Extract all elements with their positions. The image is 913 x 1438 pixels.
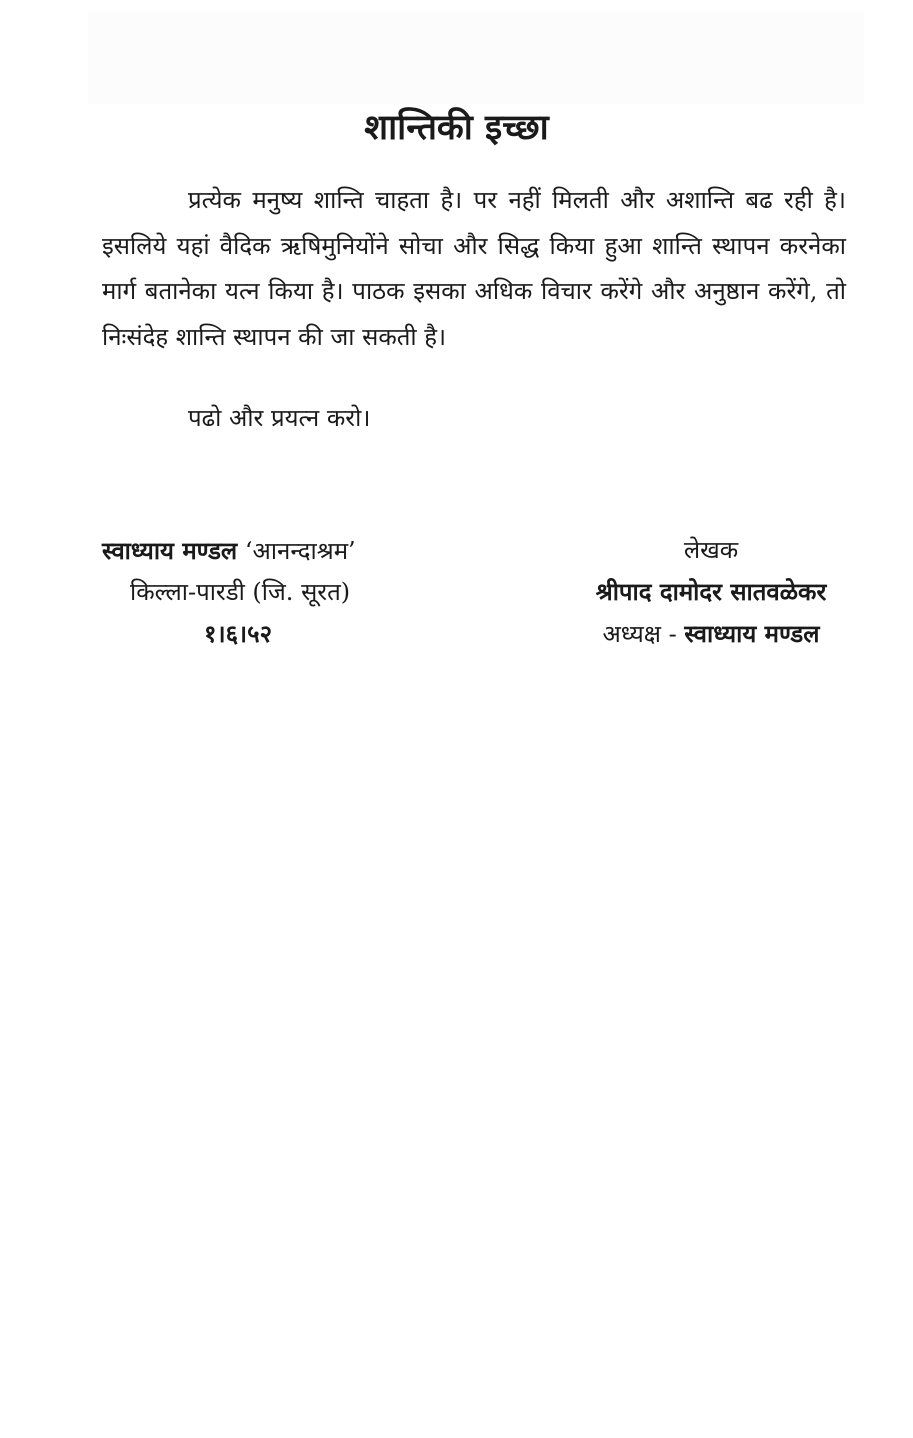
body-paragraph: प्रत्येक मनुष्य शान्ति चाहता है। पर नहीं मिलती और अशान्ति बढ रही है। इसलिये यहां वैदिक ऋषिमुनियोंने सोचा और सिद्ध किया हुआ शान्ति स्थापन करनेका मार्ग बतानेका यत्न किया है। पाठक इसका अधिक विचार करेंगे और अनुष्ठान करेंगे, तो निःसंदेह शान्ति स्थापन की जा सकती है।: [102, 186, 846, 351]
publisher-place: किल्ला-पारडी (जि. सूरत): [130, 578, 351, 606]
author-role-line: [548, 613, 874, 655]
publisher-name-line: [102, 530, 422, 572]
page-title: शान्तिकी इच्छा: [364, 107, 549, 148]
author-name: श्रीपाद दामोदर सातवळेकर: [595, 577, 827, 606]
author-role-prefix: अध्यक्ष -: [602, 620, 677, 648]
author-name-line: [548, 571, 874, 613]
header-band: [88, 12, 864, 104]
publisher-block: [102, 530, 422, 654]
publisher-ashram: ‘आनन्दाश्रम’: [244, 537, 356, 565]
author-label: लेखक: [683, 536, 739, 564]
author-role-org: स्वाध्याय मण्डल: [684, 619, 820, 648]
publisher-date: १।६।५२: [204, 619, 273, 648]
author-block: [548, 530, 874, 655]
closing-line: पढो और प्रयत्न करो।: [188, 404, 371, 432]
publisher-name: स्वाध्याय मण्डल: [102, 536, 238, 565]
